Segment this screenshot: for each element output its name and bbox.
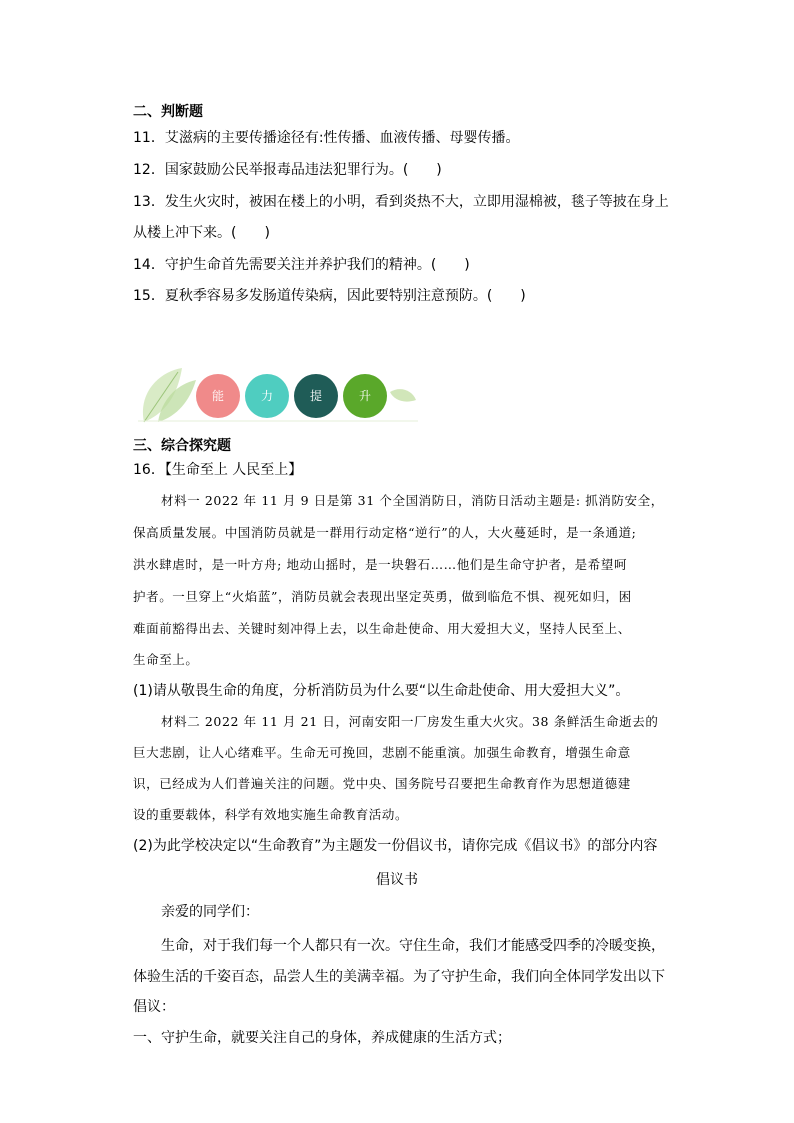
- letter-body-line: 生命，对于我们每一个人都只有一次。守住生命，我们才能感受四季的冷暖变换，: [161, 938, 665, 954]
- letter-body-line: 体验生活的千姿百态，品尝人生的美满幸福。为了守护生命，我们向全体同学发出以下: [133, 969, 665, 985]
- material2-line: 设的重要载体，科学有效地实施生命教育活动。: [133, 807, 409, 822]
- material1-line: 生命至上。: [133, 652, 199, 667]
- section-title-judgement: 二、判断题: [133, 104, 203, 120]
- banner-circle-2: 力: [245, 374, 289, 418]
- material1-line: 保高质量发展。中国消防员就是一群用行动定格“逆行”的人，大火蔓延时，是一条通道;: [133, 525, 637, 540]
- sub-question-2: (2)为此学校决定以“生命教育”为主题发一份倡议书，请你完成《倡议书》的部分内容: [133, 838, 658, 854]
- section-title-inquiry: 三、综合探究题: [133, 438, 231, 454]
- material1-line: 材料一 2022 年 11 月 9 日是第 31 个全国消防日，消防日活动主题是: 抓消防安全，: [161, 493, 664, 508]
- question-12: 12．国家鼓励公民举报毒品违法犯罪行为。( ): [133, 162, 442, 178]
- question-15: 15．夏秋季容易多发肠道传染病，因此要特别注意预防。( ): [133, 288, 526, 304]
- material1-line: 洪水肆虐时，是一叶方舟; 地动山摇时，是一块磐石……他们是生命守护者，是希望呵: [133, 557, 628, 572]
- banner-circle-1: 能: [196, 374, 240, 418]
- question-14: 14．守护生命首先需要关注并养护我们的精神。( ): [133, 257, 470, 273]
- banner-circle-4: 升: [343, 374, 387, 418]
- question-13-line2: 从楼上冲下来。( ): [133, 225, 270, 241]
- material2-line: 巨大悲剧，让人心绪难平。生命无可挽回，悲剧不能重演。加强生命教育，增强生命意: [133, 745, 631, 760]
- material1-line: 护者。一旦穿上“火焰蓝”，消防员就会表现出坚定英勇，做到临危不惧、视死如归，困: [133, 589, 632, 604]
- letter-greeting: 亲爱的同学们：: [161, 904, 259, 920]
- material2-line: 材料二 2022 年 11 月 21 日，河南安阳一厂房发生重大火灾。38 条鲜活生命逝去的: [161, 714, 659, 729]
- letter-title: 倡议书: [376, 872, 418, 888]
- question-16-title: 16．【生命至上 人民至上】: [133, 462, 303, 478]
- letter-point-1: 一、守护生命，就要关注自己的身体，养成健康的生活方式；: [133, 1030, 511, 1046]
- question-13-line1: 13．发生火灾时，被困在楼上的小明，看到炎热不大，立即用湿棉被，毯子等披在身上: [133, 194, 669, 210]
- banner-circle-3: 提: [294, 374, 338, 418]
- material1-line: 难面前豁得出去、关键时刻冲得上去，以生命赴使命、用大爱担大义，坚持人民至上、: [133, 621, 631, 636]
- sub-question-1: (1)请从敬畏生命的角度，分析消防员为什么要“以生命赴使命、用大爱担大义”。: [133, 683, 630, 699]
- letter-body-line: 倡议：: [133, 999, 175, 1015]
- question-11: 11．艾滋病的主要传播途径有:性传播、血液传播、母婴传播。: [133, 130, 520, 146]
- material2-line: 识，已经成为人们普遍关注的问题。党中央、国务院号召要把生命教育作为思想道德建: [133, 776, 631, 791]
